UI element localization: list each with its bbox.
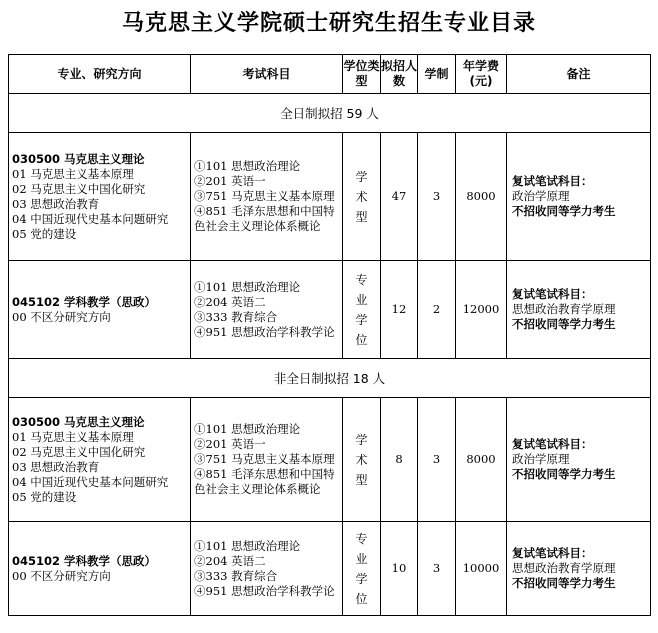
exam-subject: ①101 思想政治理论 bbox=[194, 422, 301, 436]
quota-cell: 8 bbox=[381, 398, 418, 522]
research-direction: 01 马克思主义基本原理 bbox=[12, 429, 134, 444]
exam-subject: ③751 马克思主义基本原理 bbox=[194, 452, 335, 466]
fee-cell: 10000 bbox=[456, 522, 507, 616]
research-direction: 00 不区分研究方向 bbox=[12, 309, 111, 324]
header-notes: 备注 bbox=[507, 55, 651, 94]
exam-subject: ③333 教育综合 bbox=[194, 568, 278, 583]
research-direction: 02 马克思主义中国化研究 bbox=[12, 181, 146, 196]
notes-cell bbox=[507, 522, 651, 616]
exam-subject: ③333 教育综合 bbox=[194, 309, 278, 324]
major-cell bbox=[9, 261, 191, 359]
retest-subject: 思想政治教育学原理 bbox=[512, 561, 616, 575]
applicant-restriction: 不招收同等学力考生 bbox=[512, 317, 616, 331]
section-label: 非全日制拟招 18 人 bbox=[9, 359, 651, 398]
exam-subject: ②201 英语一 bbox=[194, 174, 266, 188]
duration-cell: 2 bbox=[418, 261, 456, 359]
research-direction: 02 马克思主义中国化研究 bbox=[12, 444, 146, 459]
header-subjects: 考试科目 bbox=[191, 55, 343, 94]
subjects-cell bbox=[191, 261, 343, 359]
research-direction: 03 思想政治教育 bbox=[12, 459, 100, 474]
quota-cell: 12 bbox=[381, 261, 418, 359]
applicant-restriction: 不招收同等学力考生 bbox=[512, 467, 616, 481]
degree-type-cell bbox=[343, 522, 381, 616]
degree-type: 学术型 bbox=[355, 432, 368, 487]
research-direction: 04 中国近现代史基本问题研究 bbox=[12, 211, 169, 226]
header-major: 专业、研究方向 bbox=[9, 55, 191, 94]
exam-subject: ③751 马克思主义基本原理 bbox=[194, 189, 335, 203]
exam-subject: ①101 思想政治理论 bbox=[194, 279, 301, 294]
research-direction: 05 党的建设 bbox=[12, 489, 77, 504]
exam-subject: ④951 思想政治学科教学论 bbox=[194, 324, 335, 339]
notes-cell bbox=[507, 398, 651, 522]
degree-type: 专业学位 bbox=[355, 531, 368, 606]
exam-subject: ②201 英语一 bbox=[194, 437, 266, 451]
exam-subject: ②204 英语二 bbox=[194, 294, 266, 309]
fee-cell: 8000 bbox=[456, 133, 507, 261]
major-code-name: 030500 马克思主义理论 bbox=[12, 151, 145, 166]
major-cell bbox=[9, 133, 191, 261]
exam-subject: ①101 思想政治理论 bbox=[194, 538, 301, 553]
notes-cell bbox=[507, 261, 651, 359]
applicant-restriction: 不招收同等学力考生 bbox=[512, 576, 616, 590]
major-code-name: 030500 马克思主义理论 bbox=[12, 414, 145, 429]
quota-cell: 10 bbox=[381, 522, 418, 616]
retest-label: 复试笔试科目： bbox=[512, 546, 593, 560]
table-row bbox=[9, 398, 651, 522]
degree-type-cell bbox=[343, 133, 381, 261]
table-row bbox=[9, 261, 651, 359]
retest-subject: 政治学原理 bbox=[512, 189, 570, 203]
degree-type: 学术型 bbox=[355, 169, 368, 224]
header-degree-type: 学位类型 bbox=[343, 55, 381, 94]
retest-label: 复试笔试科目： bbox=[512, 174, 593, 188]
section-row bbox=[9, 94, 651, 133]
duration-cell: 3 bbox=[418, 398, 456, 522]
retest-subject: 政治学原理 bbox=[512, 452, 570, 466]
catalog-table bbox=[8, 54, 651, 616]
exam-subject: ①101 思想政治理论 bbox=[194, 159, 301, 173]
exam-subject: ④851 毛泽东思想和中国特色社会主义理论体系概论 bbox=[194, 204, 335, 233]
research-direction: 04 中国近现代史基本问题研究 bbox=[12, 474, 169, 489]
research-direction: 01 马克思主义基本原理 bbox=[12, 166, 134, 181]
major-code-name: 045102 学科教学（思政） bbox=[12, 553, 157, 568]
retest-label: 复试笔试科目： bbox=[512, 287, 593, 301]
research-direction: 00 不区分研究方向 bbox=[12, 568, 111, 583]
exam-subject: ④951 思想政治学科教学论 bbox=[194, 583, 335, 598]
major-cell bbox=[9, 522, 191, 616]
subjects-cell bbox=[191, 133, 343, 261]
header-duration: 学制 bbox=[418, 55, 456, 94]
quota-cell: 47 bbox=[381, 133, 418, 261]
degree-type: 专业学位 bbox=[355, 272, 368, 347]
duration-cell: 3 bbox=[418, 133, 456, 261]
header-quota: 拟招人数 bbox=[381, 55, 418, 94]
notes-cell bbox=[507, 133, 651, 261]
major-cell bbox=[9, 398, 191, 522]
page-title: 马克思主义学院硕士研究生招生专业目录 bbox=[121, 11, 536, 36]
header-row bbox=[9, 55, 651, 94]
subjects-cell bbox=[191, 522, 343, 616]
fee-cell: 8000 bbox=[456, 398, 507, 522]
section-row bbox=[9, 359, 651, 398]
duration-cell: 3 bbox=[418, 522, 456, 616]
research-direction: 05 党的建设 bbox=[12, 226, 77, 241]
section-label: 全日制拟招 59 人 bbox=[9, 94, 651, 133]
major-code-name: 045102 学科教学（思政） bbox=[12, 294, 157, 309]
table-row bbox=[9, 133, 651, 261]
header-fee: 年学费(元) bbox=[456, 55, 507, 94]
degree-type-cell bbox=[343, 261, 381, 359]
table-row bbox=[9, 522, 651, 616]
retest-label: 复试笔试科目： bbox=[512, 437, 593, 451]
exam-subject: ②204 英语二 bbox=[194, 553, 266, 568]
degree-type-cell bbox=[343, 398, 381, 522]
subjects-cell bbox=[191, 398, 343, 522]
applicant-restriction: 不招收同等学力考生 bbox=[512, 204, 616, 218]
exam-subject: ④851 毛泽东思想和中国特色社会主义理论体系概论 bbox=[194, 467, 335, 496]
research-direction: 03 思想政治教育 bbox=[12, 196, 100, 211]
retest-subject: 思想政治教育学原理 bbox=[512, 302, 616, 316]
fee-cell: 12000 bbox=[456, 261, 507, 359]
